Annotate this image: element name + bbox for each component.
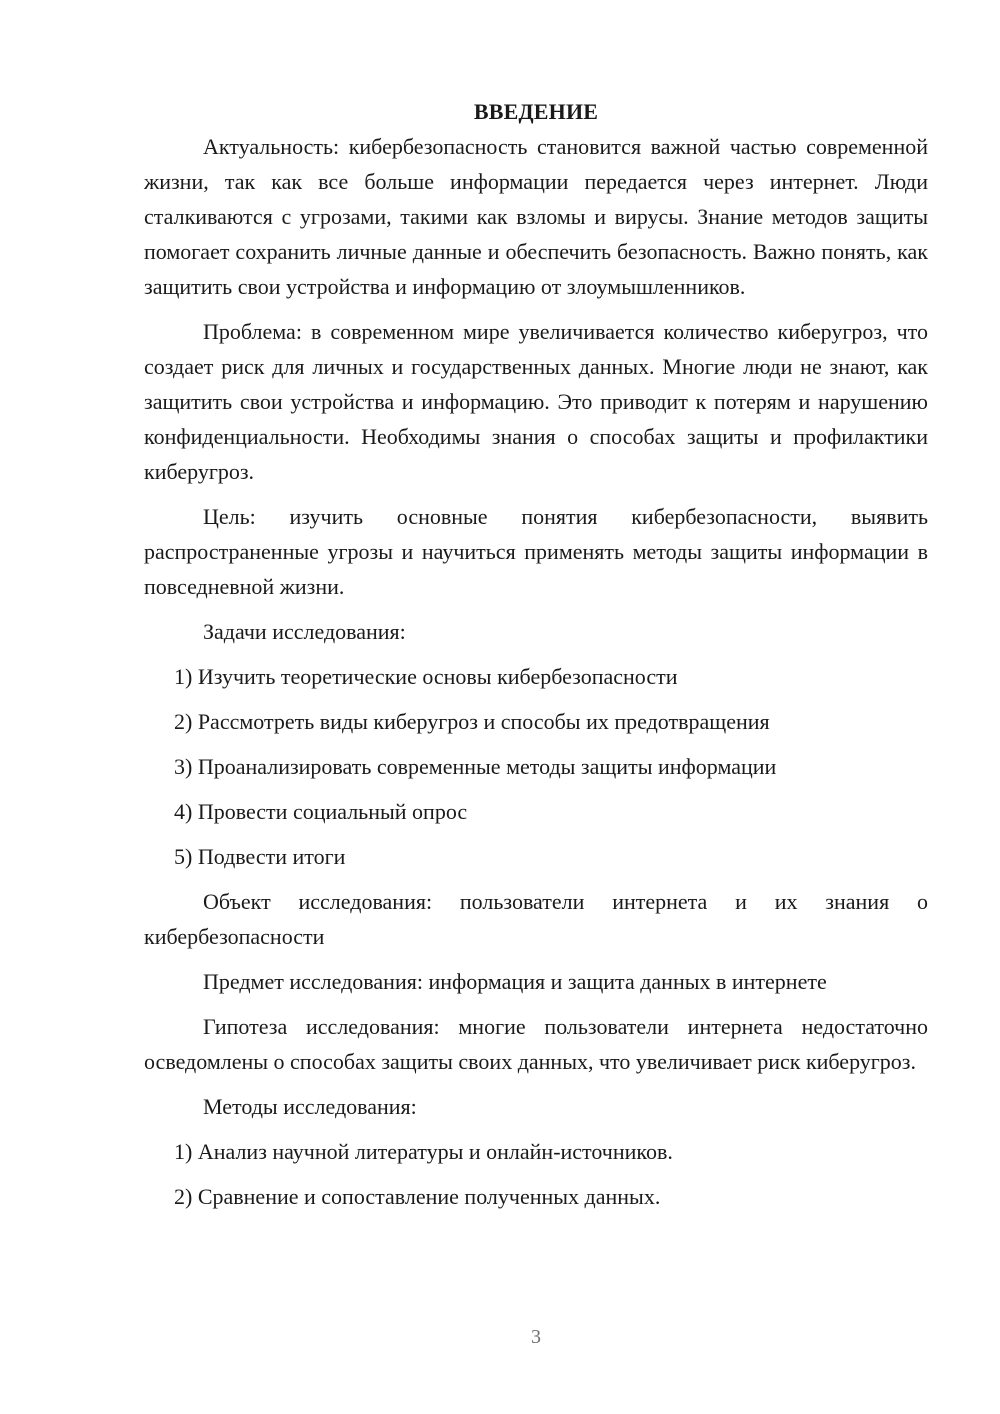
page-number: 3 bbox=[531, 1326, 541, 1348]
method-item: 2) Сравнение и сопоставление полученных данных. bbox=[174, 1184, 661, 1209]
subject-paragraph: Предмет исследования: информация и защита данных в интернете bbox=[203, 969, 827, 994]
task-item: 4) Провести социальный опрос bbox=[174, 799, 468, 824]
document-body bbox=[144, 94, 928, 1214]
section-title: ВВЕДЕНИЕ bbox=[473, 99, 599, 124]
task-item: 1) Изучить теоретические основы кибербезопасности bbox=[174, 664, 678, 689]
task-item: 5) Подвести итоги bbox=[174, 844, 346, 869]
tasks-heading: Задачи исследования: bbox=[203, 619, 406, 644]
task-item: 3) Проанализировать современные методы защиты информации bbox=[174, 754, 777, 779]
task-item: 2) Рассмотреть виды киберугроз и способы их предотвращения bbox=[174, 709, 770, 734]
method-item: 1) Анализ научной литературы и онлайн-источников. bbox=[174, 1139, 673, 1164]
problem-paragraph: Проблема: в современном мире увеличивается количество киберугроз, что создает риск для личных и государственных данных. Многие люди не знают, как защитить свои устройства и информацию. Это приводит к потерям и нарушению конфиденциальности. Необходимы знания о способах защиты и профилактики киберугроз. bbox=[144, 319, 928, 484]
methods-heading: Методы исследования: bbox=[203, 1094, 417, 1119]
hypothesis-paragraph: Гипотеза исследования: многие пользователи интернета недостаточно осведомлены о способах защиты своих данных, что увеличивает риск киберугроз. bbox=[144, 1014, 928, 1074]
relevance-paragraph: Актуальность: кибербезопасность становится важной частью современной жизни, так как все больше информации передается через интернет. Люди сталкиваются с угрозами, такими как взломы и вирусы. Знание методов защиты помогает сохранить личные данные и обеспечить безопасность. Важно понять, как защитить свои устройства и информацию от злоумышленников. bbox=[144, 134, 928, 299]
goal-paragraph: Цель: изучить основные понятия кибербезопасности, выявить распространенные угрозы и научиться применять методы защиты информации в повседневной жизни. bbox=[144, 504, 928, 599]
object-paragraph: Объект исследования: пользователи интернета и их знания о кибербезопасности bbox=[144, 889, 928, 949]
